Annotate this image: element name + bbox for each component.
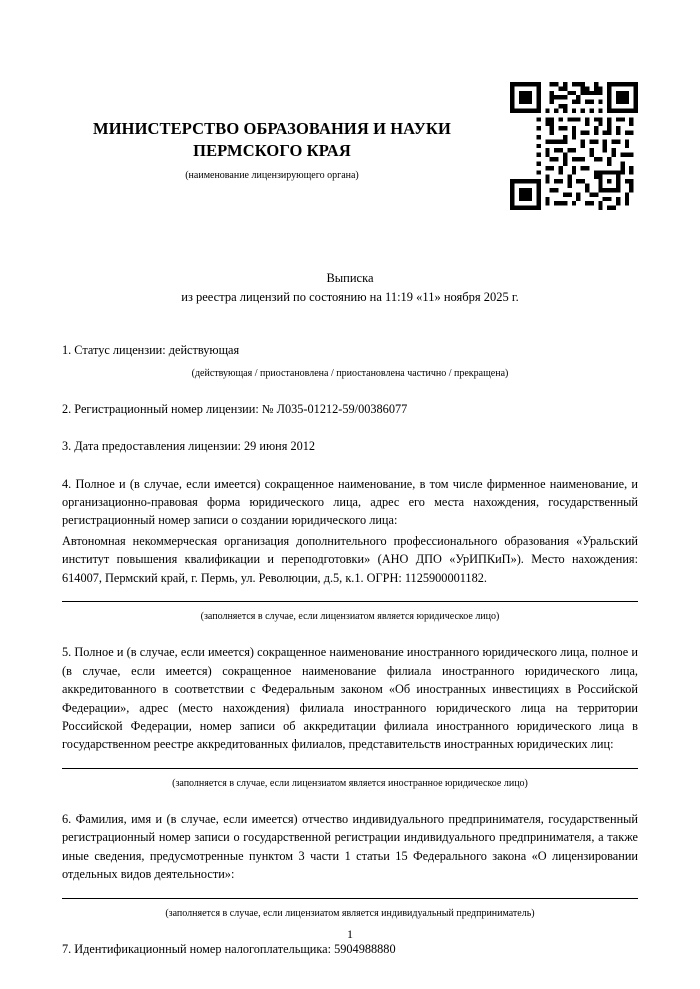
page-title-line2: ПЕРМСКОГО КРАЯ [193,141,351,161]
item-4-value: Автономная некоммерческая организация дополнительного профессионального образования «Уральский институт повышения квалификации и переподготовки» (АНО ДПО «УрИПКиП»). Место нахождения: 614007, Пермский край, г. Пермь, ул. Революции, д.5, к.1. ОГРН: 1125900001182. [62,533,638,585]
divider-line [62,768,638,769]
item-7-taxpayer-number [62,940,638,958]
document-subtitle: из реестра лицензий по состоянию на 11:19 «11» ноября 2025 г. [181,289,519,304]
item-1-status [62,341,638,380]
item-1-text: 1. Статус лицензии: действующая [62,343,240,358]
item-7-text: 7. Идентификационный номер налогоплательщика: 5904988880 [62,941,396,956]
divider-line [62,898,638,899]
page-title-line1: МИНИСТЕРСТВО ОБРАЗОВАНИЯ И НАУКИ [93,119,451,138]
page-title-caption: (наименование лицензирующего органа) [185,169,359,181]
item-3-text: 3. Дата предоставления лицензии: 29 июня 2012 [62,439,316,454]
document-title-block [62,269,638,308]
divider-line [62,601,638,602]
item-4-legal-entity [62,475,638,625]
qr-code-icon [510,82,638,210]
document-header [62,0,482,181]
item-5-text: 5. Полное и (в случае, если имеется) сокращенное наименование иностранного юридического лица, полное и (в случае, если имеется) сокращенное наименование филиала иностранного юридического лица, аккредитованного в соответствии с Федеральным законом «Об иностранных инвестициях в Российской Федерации», адрес (место нахождения) филиала иностранного юридического лица на территории Российской Федерации, номер записи об аккредитации филиала иностранного юридического лица в государственном реестре аккредитованных филиалов, представительств иностранных юридических лиц: [62,645,638,752]
item-2-registration-number [62,400,638,418]
document-title: Выписка [326,270,374,285]
item-6-note: (заполняется в случае, если лицензиатом является индивидуальный предприниматель) [165,907,535,919]
item-5-foreign-entity [62,643,638,791]
item-4-text: 4. Полное и (в случае, если имеется) сокращенное наименование, в том числе фирменное наименование, и организационно-правовая форма юридического лица, адрес его места нахождения, государственный регистрационный номер записи о создании юридического лица: [62,476,638,528]
item-4-note: (заполняется в случае, если лицензиатом является юридическое лицо) [200,611,500,623]
item-1-note: (действующая / приостановлена / приостановлена частично / прекращена) [191,367,509,379]
item-2-text: 2. Регистрационный номер лицензии: № Л035-01212-59/00386077 [62,401,408,416]
page-number: 1 [347,927,353,941]
item-6-individual-entrepreneur [62,810,638,921]
item-5-note: (заполняется в случае, если лицензиатом является иностранное юридическое лицо) [172,777,528,789]
page-title [62,118,482,163]
item-3-issue-date [62,437,638,455]
item-6-text: 6. Фамилия, имя и (в случае, если имеется) отчество индивидуального предпринимателя, государственный регистрационный номер записи о государственной регистрации индивидуального предпринимателя, а также иные сведения, предусмотренные пунктом 3 части 1 статьи 15 Федерального закона «О лицензировании отдельных видов деятельности»: [62,811,638,882]
